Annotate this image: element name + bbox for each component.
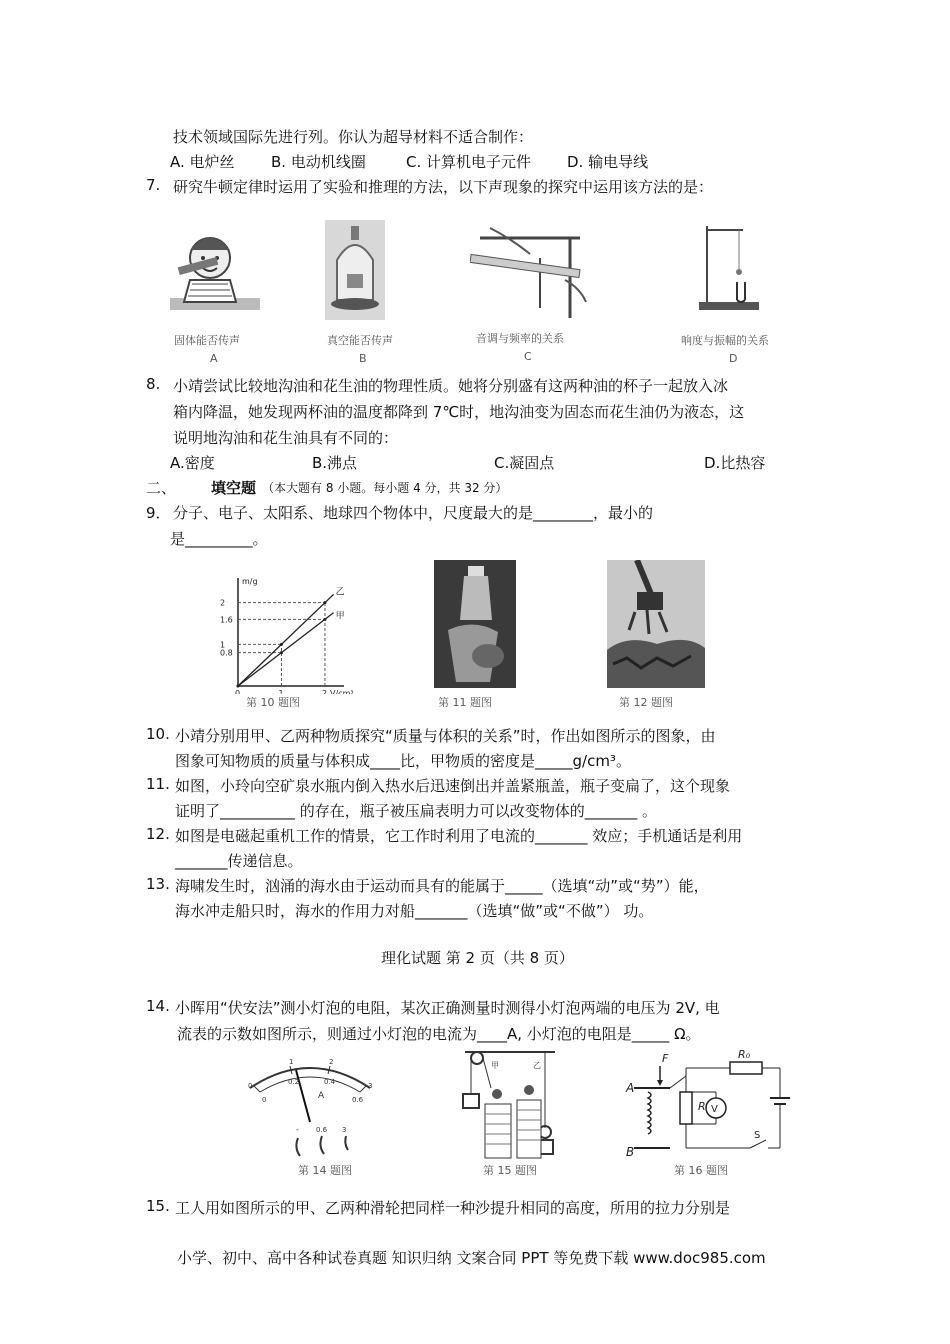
fig12-caption: 第 12 题图 xyxy=(619,696,673,709)
circuit-label-s: S xyxy=(754,1130,761,1141)
q6-option-c: C. 计算机电子元件 xyxy=(406,153,532,171)
q7-fig-b-caption: 真空能否传声 xyxy=(327,334,393,347)
series-0-point-1 xyxy=(280,651,283,654)
q9-line1: 分子、电子、太阳系、地球四个物体中，尺度最大的是________，最小的 xyxy=(173,504,654,522)
electromagnet-crane-icon xyxy=(607,560,705,688)
fig15-caption: 第 15 题图 xyxy=(483,1164,537,1177)
page-number-footer: 理化试题 第 2 页（共 8 页） xyxy=(381,949,574,967)
ammeter-dial-icon xyxy=(240,1048,380,1160)
crushed-bottle-icon xyxy=(434,560,516,688)
q10-line2: 图象可知物质的质量与体积成____比，甲物质的密度是_____g/cm³。 xyxy=(175,752,631,770)
figure-14-ammeter xyxy=(240,1048,380,1184)
y-tick-label-2: 1.6 xyxy=(220,615,233,625)
q15-number: 15. xyxy=(146,1197,170,1215)
series-label-0: 甲 xyxy=(335,611,345,622)
q7-fig-b-letter: B xyxy=(359,352,367,365)
q7-number: 7. xyxy=(146,176,161,194)
q14-number: 14. xyxy=(146,997,170,1015)
q6-option-a: A. 电炉丝 xyxy=(170,153,235,171)
q6-option-b: B. 电动机线圈 xyxy=(271,153,366,171)
series-line-1 xyxy=(238,594,334,686)
ammeter-bottom-tick-2: 0.4 xyxy=(324,1078,336,1086)
circuit-label-r: R xyxy=(698,1100,706,1113)
bell-jar-icon xyxy=(325,220,385,320)
figure-11-photo xyxy=(434,560,516,710)
q6-continuation: 技术领域国际先进行列。你认为超导材料不适合制作： xyxy=(173,128,534,146)
circuit-label-v: V xyxy=(711,1104,718,1115)
y-tick-label-1: 1 xyxy=(220,640,226,650)
section2-number: 二、 xyxy=(146,479,177,497)
figure-15-pulleys xyxy=(455,1048,565,1184)
series-1-point-0 xyxy=(237,685,240,688)
q14-line1: 小晖用“伏安法”测小灯泡的电阻，某次正确测量时测得小灯泡两端的电压为 2V, 电 xyxy=(175,999,720,1017)
x-axis-label: V/cm³ xyxy=(330,689,354,694)
q11-number: 11. xyxy=(146,775,170,793)
ammeter-top-tick-3: 3 xyxy=(368,1082,373,1090)
q13-line1: 海啸发生时，汹涌的海水由于运动而具有的能属于_____（选填“动”或“势”）能， xyxy=(175,877,709,895)
terminal-3: 3 xyxy=(342,1126,347,1134)
q7-figure-c xyxy=(470,218,610,366)
circuit-label-r0: R₀ xyxy=(738,1048,751,1061)
y-tick-label-0: 0.8 xyxy=(220,648,233,658)
q8-option-b: B.沸点 xyxy=(312,454,358,472)
mass-volume-chart xyxy=(208,566,358,694)
tuning-fork-stand-icon xyxy=(683,220,773,320)
q7-fig-d-caption: 响度与振幅的关系 xyxy=(681,334,769,347)
q7-figure-b xyxy=(325,220,415,366)
ruler-on-table-icon xyxy=(470,218,590,318)
q11-line1: 如图，小玲向空矿泉水瓶内倒入热水后迅速倒出并盖紧瓶盖，瓶子变扁了，这个现象 xyxy=(175,777,731,795)
q7-fig-c-caption: 音调与频率的关系 xyxy=(476,332,564,345)
ammeter-bottom-tick-1: 0.2 xyxy=(288,1078,300,1086)
ammeter-top-tick-0: 0 xyxy=(248,1082,253,1090)
fig14-caption: 第 14 题图 xyxy=(298,1164,352,1177)
q8-option-a: A.密度 xyxy=(170,454,215,472)
q8-line2: 箱内降温，她发现两杯油的温度都降到 7℃时，地沟油变为固态而花生油仍为液态，这 xyxy=(173,403,745,421)
series-line-0 xyxy=(238,613,334,686)
x-tick-label-0: 0 xyxy=(235,689,241,694)
section2-title: 填空题 xyxy=(211,479,257,497)
q7-fig-a-caption: 固体能否传声 xyxy=(174,334,240,347)
y-axis-label: m/g xyxy=(242,577,258,586)
q8-line3: 说明地沟油和花生油具有不同的： xyxy=(173,429,399,447)
q7-text: 研究牛顿定律时运用了实验和推理的方法，以下声现象的探究中运用该方法的是： xyxy=(173,178,714,196)
ammeter-bottom-tick-3: 0.6 xyxy=(352,1096,364,1104)
figure-16-circuit xyxy=(620,1048,790,1184)
q7-fig-d-letter: D xyxy=(729,352,738,365)
q12-line1: 如图是电磁起重机工作的情景，它工作时利用了电流的_______ 效应；手机通话是利用 xyxy=(175,827,743,845)
q8-option-d: D.比热容 xyxy=(704,454,766,472)
section2-note: （本大题有 8 小题。每小题 4 分，共 32 分） xyxy=(262,481,508,495)
q7-fig-a-letter: A xyxy=(210,352,218,365)
q14-line2: 流表的示数如图所示，则通过小灯泡的电流为____A, 小灯泡的电阻是_____ Ω。 xyxy=(177,1025,701,1043)
terminal-negative: - xyxy=(296,1125,299,1134)
q7-fig-c-letter: C xyxy=(524,350,532,363)
figure-10-chart xyxy=(208,566,358,714)
q9-line2: 是_________。 xyxy=(170,530,268,548)
q8-line1: 小靖尝试比较地沟油和花生油的物理性质。她将分别盛有这两种油的杯子一起放入冰 xyxy=(173,377,729,395)
y-tick-label-3: 2 xyxy=(220,598,226,608)
fig11-caption: 第 11 题图 xyxy=(438,696,492,709)
q6-option-d: D. 输电导线 xyxy=(567,153,649,171)
fig10-caption: 第 10 题图 xyxy=(246,696,300,709)
ammeter-top-tick-2: 2 xyxy=(329,1058,334,1066)
x-tick-label-1: 1 xyxy=(278,689,284,694)
series-label-1: 乙 xyxy=(335,587,345,598)
series-1-point-1 xyxy=(280,643,283,646)
circuit-label-b: B xyxy=(626,1145,635,1159)
q10-line1: 小靖分别用甲、乙两种物质探究“质量与体积的关系”时，作出如图所示的图象，由 xyxy=(175,727,716,745)
q7-figure-a xyxy=(170,218,270,366)
figure-12-photo xyxy=(607,560,707,710)
x-tick-label-2: 2 xyxy=(321,689,328,694)
ammeter-bottom-tick-0: 0 xyxy=(262,1096,267,1104)
q9-number: 9． xyxy=(146,504,171,522)
terminal-0-6: 0.6 xyxy=(316,1126,328,1134)
q15-line1: 工人用如图所示的甲、乙两种滑轮把同样一种沙提升相同的高度，所用的拉力分别是 xyxy=(175,1199,731,1217)
pulley-label-jia: 甲 xyxy=(491,1061,499,1070)
q8-option-c: C.凝固点 xyxy=(494,454,555,472)
circuit-label-a: A xyxy=(626,1081,635,1095)
fig16-caption: 第 16 题图 xyxy=(674,1164,728,1177)
site-footer: 小学、初中、高中各种试卷真题 知识归纳 文案合同 PPT 等免费下载 www.doc985.com xyxy=(177,1249,766,1267)
q8-number: 8. xyxy=(146,375,161,393)
circuit-label-f: F xyxy=(662,1052,669,1065)
q12-number: 12. xyxy=(146,825,170,843)
series-1-point-2 xyxy=(323,601,326,604)
q10-number: 10. xyxy=(146,725,170,743)
q7-figure-d xyxy=(683,220,803,366)
ammeter-top-tick-1: 1 xyxy=(289,1058,294,1066)
series-0-point-2 xyxy=(323,618,326,621)
q13-line2: 海水冲走船只时，海水的作用力对船_______（选填“做”或“不做”） 功。 xyxy=(175,902,654,920)
q13-number: 13. xyxy=(146,875,170,893)
circuit-diagram-icon xyxy=(620,1048,790,1160)
child-listening-icon xyxy=(170,218,270,328)
pulley-workers-icon xyxy=(455,1048,565,1160)
q11-line2: 证明了__________ 的存在，瓶子被压扁表明力可以改变物体的_______ 。 xyxy=(175,802,658,820)
q12-line2: _______传递信息。 xyxy=(175,852,303,870)
ammeter-unit: A xyxy=(318,1091,325,1101)
pulley-label-yi: 乙 xyxy=(533,1061,541,1070)
